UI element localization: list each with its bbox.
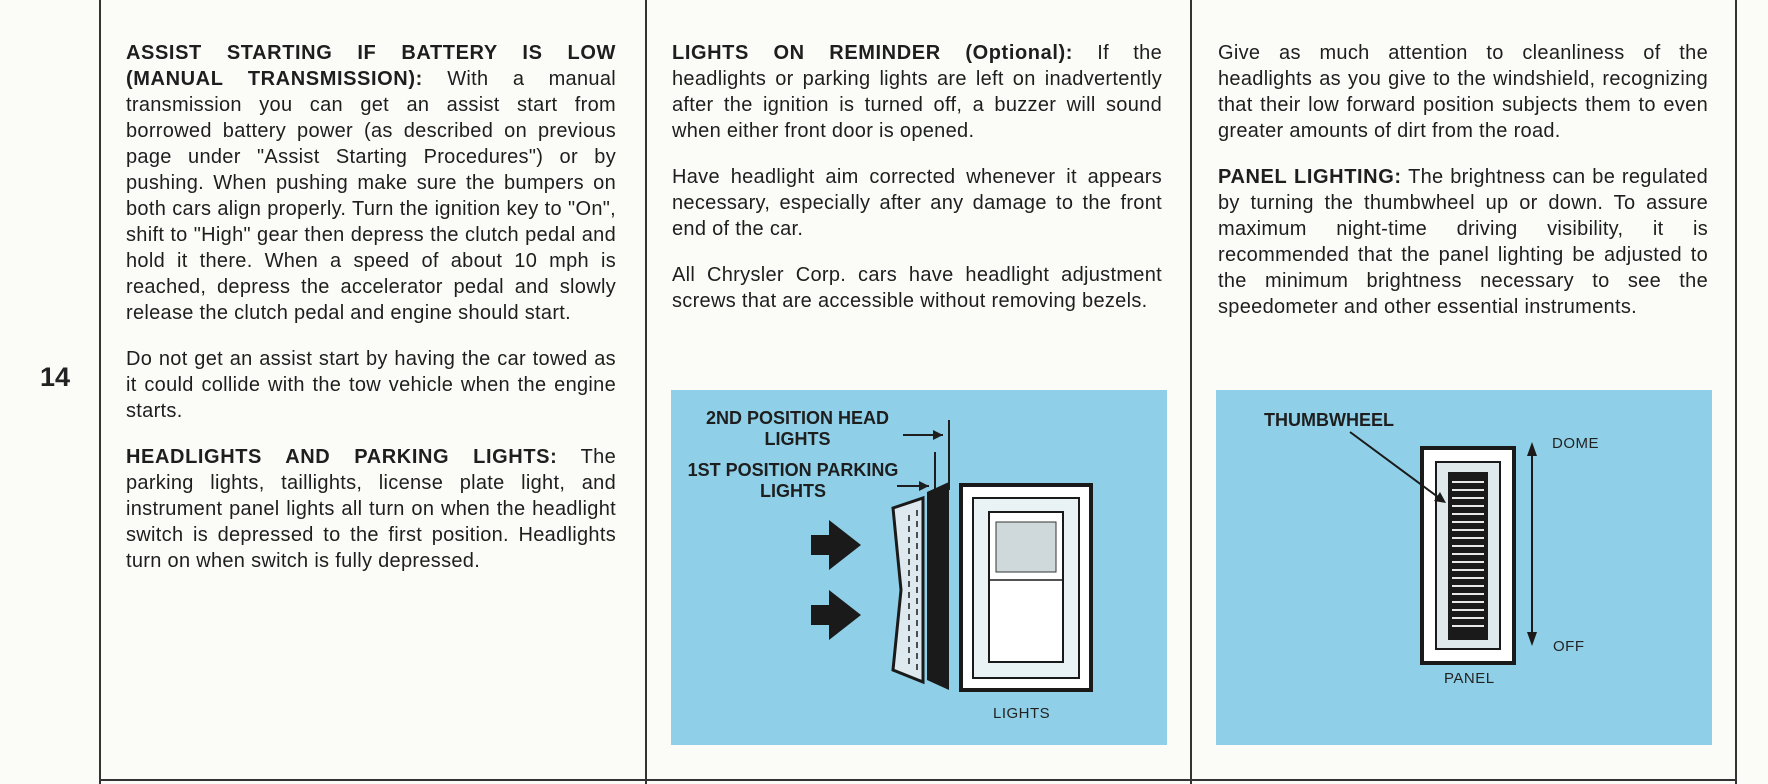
headlights-heading: HEADLIGHTS AND PARKING LIGHTS: — [126, 446, 558, 468]
switch-bezel-side — [927, 482, 949, 690]
off-label: OFF — [1553, 638, 1585, 655]
headlight-switch-figure — [671, 390, 1167, 745]
panel-lighting-body: The brightness can be regulated by turning the thumbwheel up or down. To assure maximum night-time driving visibility, it is recommended that the panel lighting be adjusted to the minimum brightness necessary to see the speedometer and other essential instruments. — [1218, 166, 1709, 318]
column-1 — [126, 40, 616, 594]
page-number: 14 — [40, 362, 71, 392]
thumbwheel-label: THUMBWHEEL — [1264, 410, 1394, 430]
column-3 — [1218, 40, 1708, 340]
label-2nd-position: 2ND POSITION HEAD LIGHTS — [705, 408, 890, 449]
lights-on-reminder-paragraph — [672, 40, 1162, 144]
down-arrow-icon — [1527, 632, 1537, 646]
lights-caption: LIGHTS — [993, 705, 1051, 722]
assist-starting-paragraph — [126, 40, 616, 326]
panel-caption: PANEL — [1444, 670, 1495, 687]
up-arrow-icon — [1527, 442, 1537, 456]
lights-on-reminder-heading: LIGHTS ON REMINDER (Optional): — [672, 42, 1074, 64]
adjustment-screws-paragraph: All Chrysler Corp. cars have headlight adjustment screws that are accessible without removing bezels. — [672, 264, 1162, 312]
push-arrow-2-icon — [811, 590, 861, 640]
column-divider-2 — [1190, 0, 1192, 784]
column-2 — [672, 40, 1162, 334]
tow-warning-paragraph: Do not get an assist start by having the car towed as it could collide with the tow vehicle when the engine starts. — [126, 348, 616, 422]
left-margin-rule — [99, 0, 101, 784]
label-1st-position: 1ST POSITION PARKING LIGHTS — [687, 460, 899, 501]
push-arrow-1-icon — [811, 520, 861, 570]
right-margin-rule — [1735, 0, 1737, 784]
lights-on-reminder-body: If the headlights or parking lights are left on inadvertently after the ignition is turned off, a buzzer will sound when either front door is opened. — [672, 42, 1162, 142]
headlights-body: The parking lights, taillights, license plate light, and instrument panel lights all turn on when the headlight switch is depressed to the first position. Headlights turn on when switch is fully depressed. — [126, 446, 616, 572]
arrow-tip-parking — [919, 481, 929, 491]
column-divider-1 — [645, 0, 647, 784]
cleanliness-paragraph: Give as much attention to cleanliness of the headlights as you give to the windshield, recognizing that their low forward position subjects them to even greater amounts of dirt from the road. — [1218, 42, 1708, 142]
panel-lighting-paragraph — [1218, 164, 1708, 320]
headlights-paragraph — [126, 444, 616, 574]
dome-label: DOME — [1552, 435, 1599, 452]
thumbwheel-drawing — [1216, 390, 1712, 745]
switch-rocker-button — [893, 498, 923, 682]
switch-knob-window — [996, 522, 1056, 572]
panel-lighting-heading: PANEL LIGHTING: — [1218, 166, 1402, 188]
assist-starting-body: With a manual transmission you can get an assist start from borrowed battery power (as described on previous page under "Assist Starting Procedures") or by pushing. When pushing make sure the bumpers on both cars align properly. Turn the ignition key to "On", shift to "High" gear then depress the clutch pedal and hold it there. When a speed of about 10 mph is reached, depress the accelerator pedal and slowly release the clutch pedal and engine should start. — [126, 68, 616, 324]
bottom-rule — [99, 779, 1737, 781]
headlight-aim-paragraph: Have headlight aim corrected whenever it appears necessary, especially after any damage to the front end of the car. — [672, 166, 1162, 240]
panel-thumbwheel-figure — [1216, 390, 1712, 745]
assist-starting-heading: ASSIST STARTING IF BATTERY IS LOW (MANUAL TRANSMISSION): — [126, 42, 616, 90]
arrow-tip-head — [933, 430, 943, 440]
